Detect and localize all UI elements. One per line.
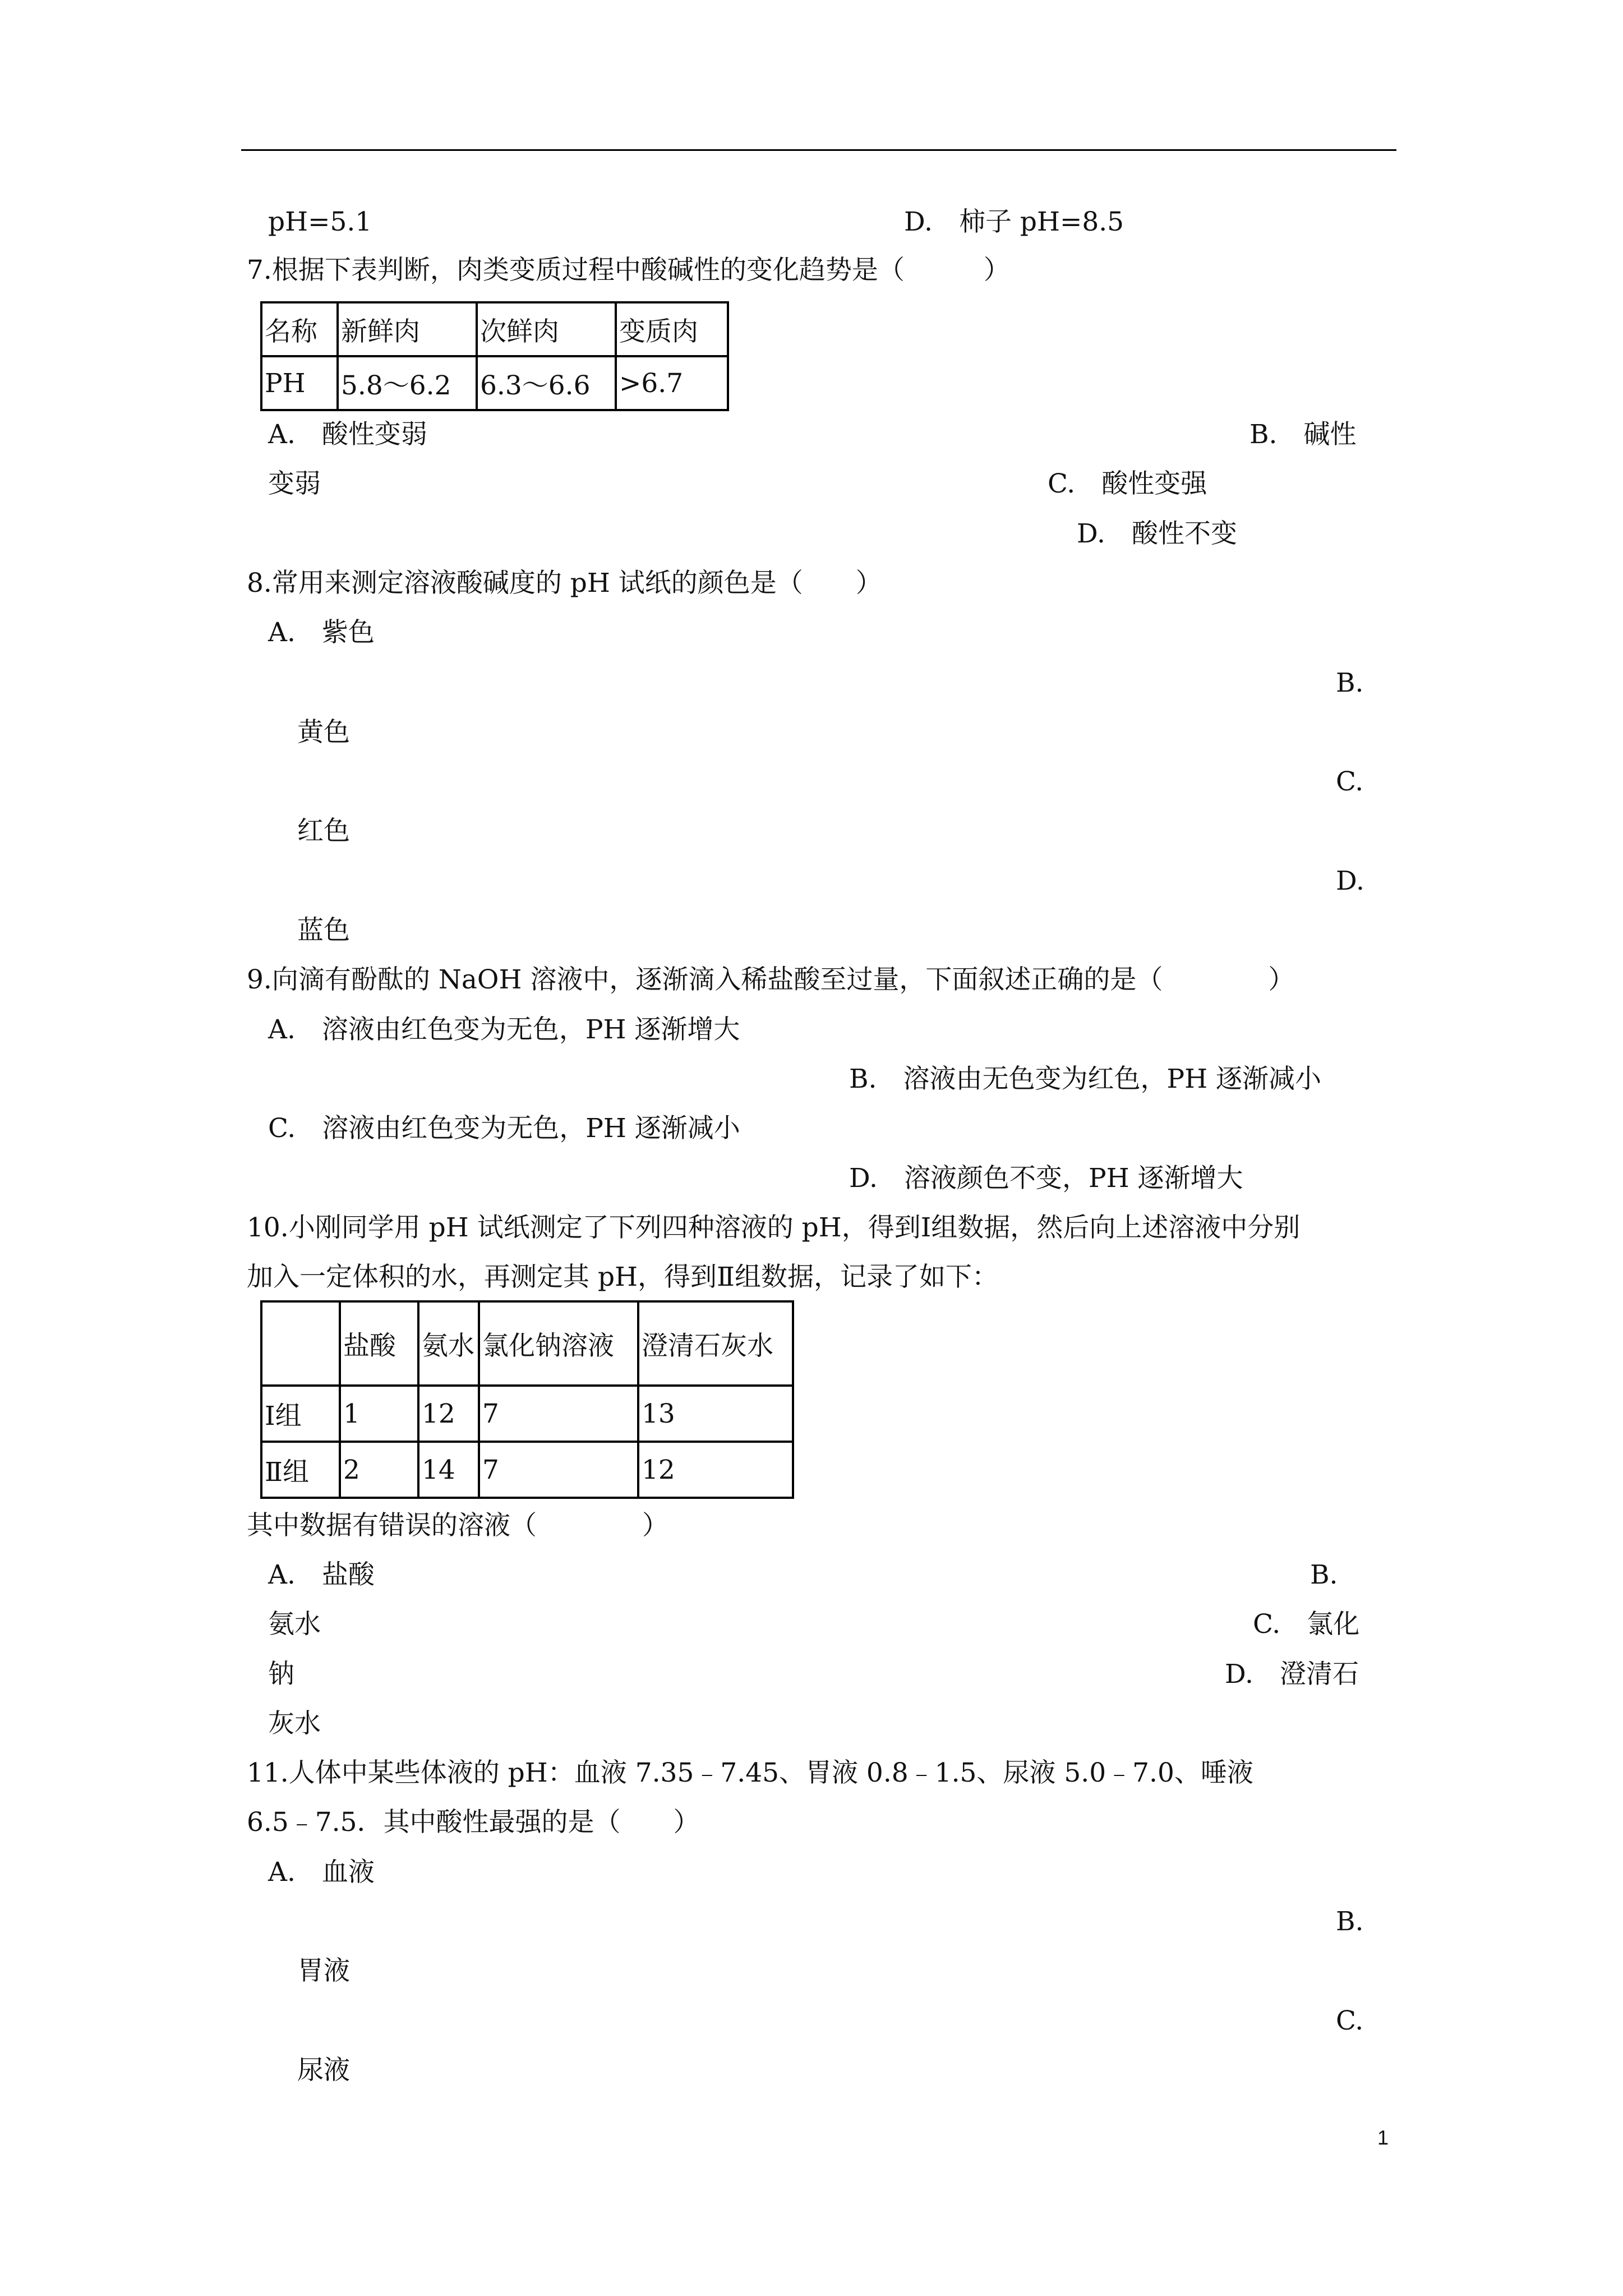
q10-cell: 7 (479, 1442, 638, 1498)
q11-stem-line1: 11.人体中某些体液的 pH：血液 7.35﹣7.45、胃液 0.8﹣1.5、尿液 5.0﹣7.0、唾液 (247, 1757, 1253, 1788)
q10-cell: 12 (418, 1386, 479, 1442)
q7-option-a: A. 酸性变弱 (268, 419, 427, 450)
q9-option-b: B. 溶液由无色变为红色，PH 逐渐减小 (849, 1064, 1322, 1094)
q11-option-c-text: 尿液 (297, 2055, 350, 2086)
q10-question: 其中数据有错误的溶液（ ） (247, 1510, 668, 1541)
q7-cell: >6.7 (616, 356, 728, 410)
q8-option-d-text: 蓝色 (297, 915, 350, 946)
q10-cell: 氯化钠溶液 (479, 1301, 638, 1386)
q10-cell: 氨水 (418, 1301, 479, 1386)
q6-option-d: D. 柿子 pH=8.5 (904, 206, 1124, 237)
page-number: 1 (1377, 2126, 1389, 2149)
q9-option-c: C. 溶液由红色变为无色，PH 逐渐减小 (268, 1113, 740, 1144)
q10-cell: 澄清石灰水 (638, 1301, 793, 1386)
q7-option-c: C. 酸性变强 (1048, 468, 1207, 499)
q10-option-c: C. 氯化 (1253, 1609, 1360, 1640)
q7-cell: PH (261, 356, 338, 410)
q10-cell: 13 (638, 1386, 793, 1442)
q10-stem-line1: 10.小刚同学用 pH 试纸测定了下列四种溶液的 pH，得到Ⅰ组数据，然后向上述溶液中分别 (247, 1212, 1301, 1243)
q10-cell: 2 (340, 1442, 418, 1498)
q7-cell: 名称 (261, 302, 338, 356)
q9-option-d: D. 溶液颜色不变，PH 逐渐增大 (849, 1163, 1243, 1194)
q10-cell: 盐酸 (340, 1301, 418, 1386)
q8-option-d: D. (1336, 866, 1364, 896)
q10-table (260, 1300, 794, 1499)
q10-option-d-tail: 灰水 (268, 1708, 321, 1739)
q10-option-d: D. 澄清石 (1225, 1659, 1359, 1690)
q10-cell: 1 (340, 1386, 418, 1442)
q10-stem-line2: 加入一定体积的水，再测定其 pH，得到Ⅱ组数据，记录了如下： (247, 1262, 998, 1292)
q10-cell (261, 1301, 340, 1386)
q7-cell: 变质肉 (616, 302, 728, 356)
q10-cell: 12 (638, 1442, 793, 1498)
q10-option-b: B. (1310, 1559, 1338, 1590)
q6-option-c-tail: pH=5.1 (268, 206, 372, 237)
q10-cell: Ⅰ组 (261, 1386, 340, 1442)
header-rule (241, 149, 1396, 151)
q7-option-b: B. 碱性 (1249, 419, 1357, 450)
q10-option-c-tail: 钠 (268, 1659, 294, 1690)
q10-cell: Ⅱ组 (261, 1442, 340, 1498)
q11-option-c: C. (1336, 2005, 1364, 2036)
q7-cell: 新鲜肉 (338, 302, 477, 356)
q11-option-b-text: 胃液 (297, 1955, 350, 1986)
q7-cell: 次鲜肉 (477, 302, 616, 356)
q10-cell: 14 (418, 1442, 479, 1498)
q7-option-d: D. 酸性不变 (1077, 518, 1237, 549)
q9-option-a: A. 溶液由红色变为无色，PH 逐渐增大 (268, 1014, 740, 1045)
q7-table (260, 301, 729, 411)
q11-stem-line2: 6.5﹣7.5．其中酸性最强的是（ ） (247, 1807, 700, 1838)
q8-option-b-text: 黄色 (297, 717, 350, 748)
q7-stem: 7.根据下表判断，肉类变质过程中酸碱性的变化趋势是（ ） (247, 255, 1010, 286)
q8-option-b: B. (1336, 668, 1364, 698)
q8-stem: 8.常用来测定溶液酸碱度的 pH 试纸的颜色是（ ） (247, 568, 882, 599)
q11-option-b: B. (1336, 1906, 1364, 1937)
q8-option-a: A. 紫色 (268, 617, 375, 648)
q10-option-a: A. 盐酸 (268, 1559, 375, 1590)
q8-option-c-text: 红色 (297, 816, 350, 846)
q7-cell: 6.3～6.6 (477, 356, 616, 410)
q11-option-a: A. 血液 (268, 1857, 375, 1888)
q10-option-b-tail: 氨水 (268, 1609, 321, 1640)
q10-cell: 7 (479, 1386, 638, 1442)
q9-stem: 9.向滴有酚酞的 NaOH 溶液中，逐渐滴入稀盐酸至过量，下面叙述正确的是（ ） (247, 964, 1295, 995)
q7-cell: 5.8～6.2 (338, 356, 477, 410)
q8-option-c: C. (1336, 766, 1364, 797)
q7-option-b-tail: 变弱 (268, 468, 321, 499)
